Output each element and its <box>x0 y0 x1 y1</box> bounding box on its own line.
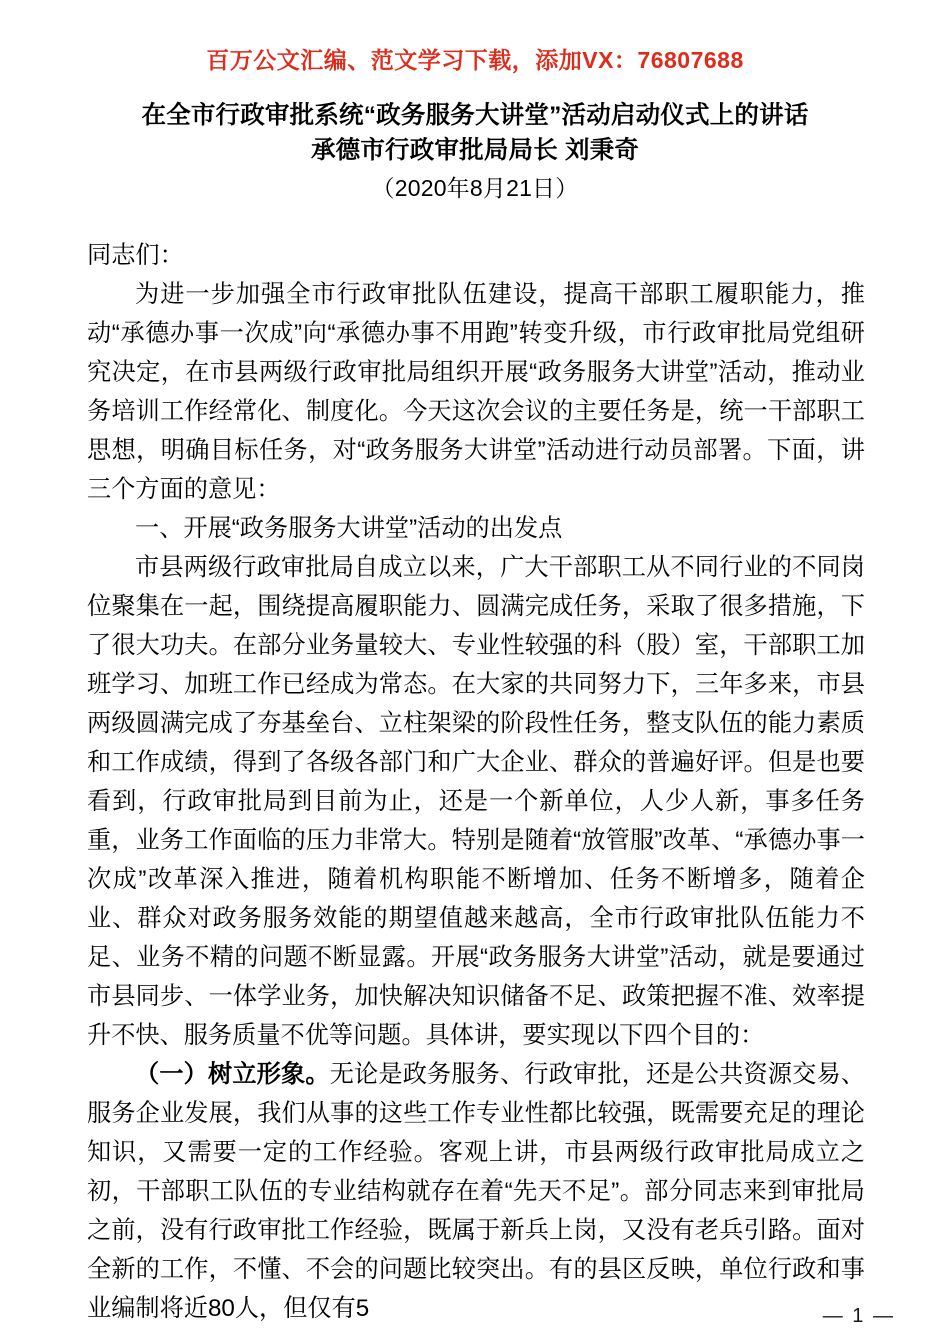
subsection-one-lead: （一）树立形象。 <box>135 1061 330 1088</box>
document-body <box>87 236 865 1328</box>
paragraph-subsection-one <box>87 1055 865 1328</box>
salutation: 同志们： <box>87 242 184 269</box>
page-number-footer: — 1 — <box>822 1305 895 1327</box>
subsection-one-text: 无论是政务服务、行政审批，还是公共资源交易、服务企业发展，我们从事的这些工作专业性都比较强，既需要充足的理论知识，又需要一定的工作经验。客观上讲，市县两级行政审批局成立之初，干部职工队伍的专业结构就存在着“先天不足”。部分同志来到审批局之前，没有行政审批工作经验，既属于新兵上岗，又没有老兵引路。面对全新的工作，不懂、不会的问题比较突出。有的县区反映，单位行政和事业编制将近80人，但仅有5 <box>87 1061 865 1322</box>
promo-watermark-text: 百万公文汇编、范文学习下载，添加VX：76807688 <box>206 47 744 73</box>
document-byline: 承德市行政审批局局长 刘秉奇 <box>310 137 640 164</box>
title-block <box>75 98 875 207</box>
paragraph-background: 市县两级行政审批局自成立以来，广大干部职工从不同行业的不同岗位聚集在一起，围绕提高履职能力、圆满完成任务，采取了很多措施，下了很大功夫。在部分业务量较大、专业性较强的科（股）室，干部职工加班学习、加班工作已经成为常态。在大家的共同努力下，三年多来，市县两级圆满完成了夯基垒台、立柱架梁的阶段性任务，整支队伍的能力素质和工作成绩，得到了各级各部门和广大企业、群众的普遍好评。但是也要看到，行政审批局到目前为止，还是一个新单位，人少人新，事多任务重，业务工作面临的压力非常大。特别是随着“放管服”改革、“承德办事一次成”改革深入推进，随着机构职能不断增加、任务不断增多，随着企业、群众对政务服务效能的期望值越来越高，全市行政审批队伍能力不足、业务不精的问题不断显露。开展“政务服务大讲堂”活动，就是要通过市县同步、一体学业务，加快解决知识储备不足、政策把握不准、效率提升不快、服务质量不优等问题。具体讲，要实现以下四个目的： <box>87 554 865 1049</box>
document-title: 在全市行政审批系统“政务服务大讲堂”活动启动仪式上的讲话 <box>141 102 809 129</box>
paragraph-intro: 为进一步加强全市行政审批队伍建设，提高干部职工履职能力，推动“承德办事一次成”向“承德办事不用跑”转变升级，市行政审批局党组研究决定，在市县两级行政审批局组织开展“政务服务大讲堂”活动，推动业务培训工作经常化、制度化。今天这次会议的主要任务是，统一干部职工思想，明确目标任务，对“政务服务大讲堂”活动进行动员部署。下面，讲三个方面的意见： <box>87 281 865 503</box>
document-date: （2020年8月21日） <box>371 175 579 201</box>
section-heading-one: 一、开展“政务服务大讲堂”活动的出发点 <box>135 515 563 542</box>
